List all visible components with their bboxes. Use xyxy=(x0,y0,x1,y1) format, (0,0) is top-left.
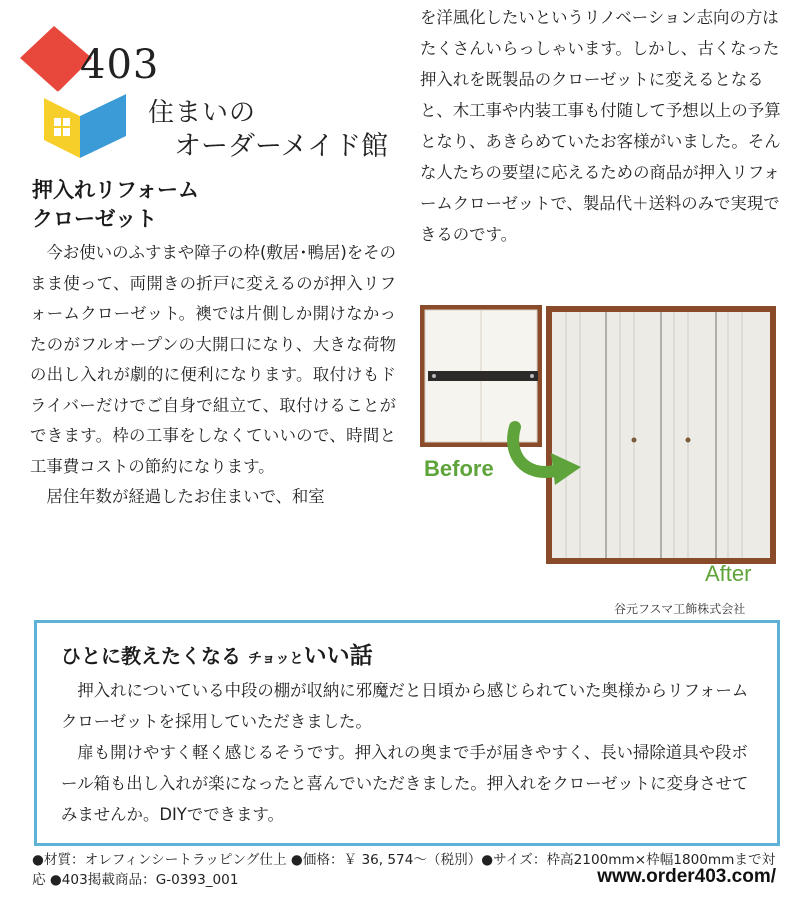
logo xyxy=(14,18,394,178)
logo-number: 403 xyxy=(80,42,160,88)
left-paragraph-1: 今お使いのふすまや障子の枠(敷居･鴨居)をそのまま使って、両開きの折戸に変えるのが押入リフォームクローゼット。襖では片側しか開けなかったのがフルオープンの大開口になり、大きな荷物の出し入れが劇的に便利になります。取付けもドライバーだけでご自身で組立て、取付けることができます。枠の工事をしなくていいので、時間と工事費コストの節約になります。 xyxy=(30,243,396,476)
curved-arrow-icon xyxy=(505,415,585,485)
tip-title-part-1: ひとに教えたくなる xyxy=(61,644,241,668)
tip-box xyxy=(34,620,780,846)
after-label: After xyxy=(705,561,752,586)
tip-paragraph-2: 扉も開けやすく軽く感じるそうです。押入れの奥まで手が届きやすく、長い掃除道具や段ボール箱も出し入れが楽になったと喜んでいただきました。押入れをクローゼットに変身させてみませんか。DIYでできます。 xyxy=(61,743,749,824)
tip-title xyxy=(61,637,373,670)
heading-line-2: クローゼット xyxy=(32,207,158,231)
tip-paragraph-1: 押入れについている中段の棚が収納に邪魔だと日頃から感じられていた奥様からリフォームクローゼットを採用していただきました。 xyxy=(61,681,749,731)
tip-title-part-2: チョッと xyxy=(247,651,304,667)
right-column-body: を洋風化したいというリノベーション志向の方はたくさんいらっしゃいます。しかし、古くなった押入れを既製品のクローゼットに変えるとなると、木工事や内装工事も付随して予想以上の予算となり、あきらめていたお客様がいました。そんな人たちの要望に応えるための商品が押入リフォームクローゼットで、製品代＋送料のみで実現できるのです。 xyxy=(420,8,781,244)
logo-tagline-1: 住まいの xyxy=(148,98,257,128)
left-column-body xyxy=(30,238,396,513)
photo-credit: 谷元フスマ工飾株式会社 xyxy=(614,602,746,616)
tip-body xyxy=(61,675,761,830)
tip-title-part-3: いい話 xyxy=(303,643,373,669)
logo-cube-icon xyxy=(14,18,154,168)
left-paragraph-2: 居住年数が経過したお住まいで、和室 xyxy=(46,487,325,506)
product-spec: ●材質：オレフィンシートラッピング仕上 ●価格：￥ 36, 574～（税別）●サイズ：枠高2100mm×枠幅1800mmまで対応 ●403掲載商品：G-0393_001 xyxy=(32,852,776,888)
heading-line-1: 押入れリフォーム xyxy=(32,178,199,202)
before-label: Before xyxy=(424,456,494,481)
website-url: www.order403.com/ xyxy=(597,866,776,887)
logo-tagline-2: オーダーメイド館 xyxy=(174,131,389,162)
article-heading xyxy=(32,176,199,234)
